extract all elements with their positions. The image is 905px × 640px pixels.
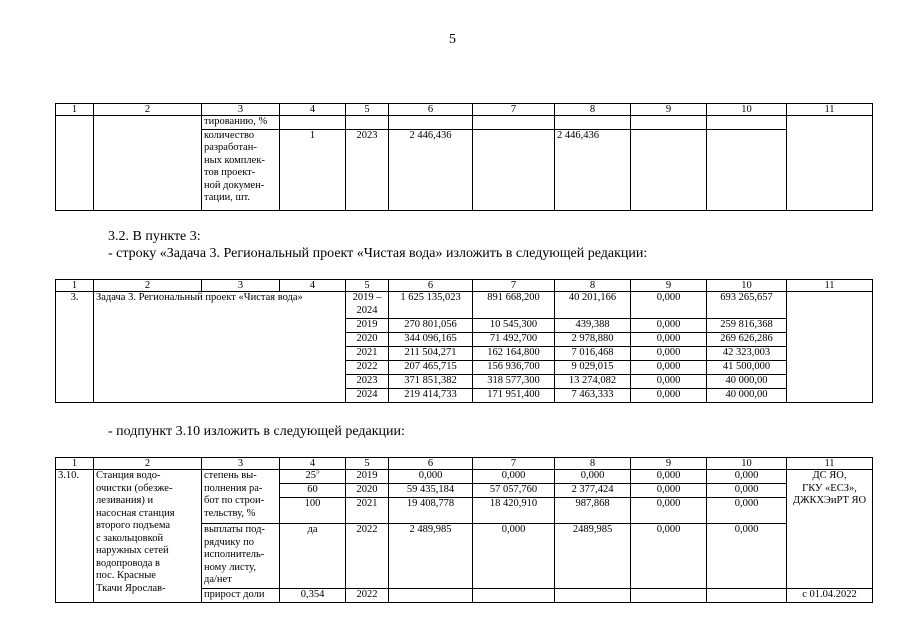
cell: 60 xyxy=(280,484,346,498)
col-header: 7 xyxy=(473,104,555,116)
cell: 100 xyxy=(280,498,346,524)
cell: с 01.04.2022 xyxy=(787,589,873,603)
cell: 0,000 xyxy=(631,319,707,333)
col-header: 3 xyxy=(202,458,280,470)
instruction-text: - строку «Задача 3. Региональный проект «Чистая вода» изложить в следующей редакции: xyxy=(108,246,648,261)
cell: Задача 3. Региональный проект «Чистая вода» xyxy=(94,292,346,403)
col-header: 4 xyxy=(280,104,346,116)
cell: $25^5$ xyxy=(280,470,346,484)
col-header: 3 xyxy=(202,104,280,116)
cell: 0,000 xyxy=(707,484,787,498)
col-header: 7 xyxy=(473,280,555,292)
col-header: 2 xyxy=(94,104,202,116)
cell: 2020 xyxy=(346,484,389,498)
cell: 219 414,733 xyxy=(389,389,473,403)
cell: 2019 xyxy=(346,470,389,484)
cell: 41 500,000 xyxy=(707,361,787,375)
header-row xyxy=(56,104,873,116)
cell: 10 545,300 xyxy=(473,319,555,333)
cell: 0,000 xyxy=(631,361,707,375)
cell: 439,388 xyxy=(555,319,631,333)
table-1 xyxy=(55,103,873,211)
cell: 7 463,333 xyxy=(555,389,631,403)
col-header: 10 xyxy=(707,280,787,292)
cell: 19 408,778 xyxy=(389,498,473,524)
cell: 2021 xyxy=(346,498,389,524)
col-header: 11 xyxy=(787,280,873,292)
col-header: 6 xyxy=(389,458,473,470)
table-row xyxy=(56,470,873,484)
col-header: 5 xyxy=(346,280,389,292)
cell: 2019 xyxy=(346,319,389,333)
cell: 0,000 xyxy=(631,333,707,347)
cell: 344 096,165 xyxy=(389,333,473,347)
col-header: 8 xyxy=(555,280,631,292)
cell: 2022 xyxy=(346,524,389,589)
table-row xyxy=(56,292,873,319)
cell: 2 489,985 xyxy=(389,524,473,589)
cell: 7 016,468 xyxy=(555,347,631,361)
header-row xyxy=(56,458,873,470)
cell: 269 626,286 xyxy=(707,333,787,347)
cell: 0,000 xyxy=(631,484,707,498)
col-header: 6 xyxy=(389,280,473,292)
cell: 0,000 xyxy=(631,375,707,389)
cell: 1 625 135,023 xyxy=(389,292,473,319)
cell: 0,000 xyxy=(707,470,787,484)
cell: 2023 xyxy=(346,129,389,210)
col-header: 9 xyxy=(631,458,707,470)
cell: 0,000 xyxy=(631,498,707,524)
cell: 2 377,424 xyxy=(555,484,631,498)
col-header: 10 xyxy=(707,458,787,470)
cell: 9 029,015 xyxy=(555,361,631,375)
cell: 2 446,436 xyxy=(555,129,631,210)
page-number: 5 xyxy=(449,32,456,47)
cell: 18 420,910 xyxy=(473,498,555,524)
cell: Станция водо- очистки (обезже- лезивания) и насосная станция второго подъема с закольцовкой наружных сетей водопровода в пос. Красные Ткачи Ярослав- xyxy=(94,470,202,603)
col-header: 3 xyxy=(202,280,280,292)
cell: 0,000 xyxy=(389,470,473,484)
col-header: 2 xyxy=(94,458,202,470)
cell: 371 851,382 xyxy=(389,375,473,389)
col-header: 5 xyxy=(346,104,389,116)
col-header: 8 xyxy=(555,458,631,470)
col-header: 5 xyxy=(346,458,389,470)
cell: 71 492,700 xyxy=(473,333,555,347)
cell: 0,000 xyxy=(631,292,707,319)
table-3 xyxy=(55,457,873,603)
cell: 171 951,400 xyxy=(473,389,555,403)
cell: 156 936,700 xyxy=(473,361,555,375)
cell: 0,000 xyxy=(631,524,707,589)
cell: 891 668,200 xyxy=(473,292,555,319)
cell: 2022 xyxy=(346,361,389,375)
cell: 318 577,300 xyxy=(473,375,555,389)
cell: тированию, % xyxy=(202,116,280,130)
cell: 259 816,368 xyxy=(707,319,787,333)
cell: 270 801,056 xyxy=(389,319,473,333)
cell: 0,000 xyxy=(555,470,631,484)
col-header: 1 xyxy=(56,458,94,470)
cell: 0,000 xyxy=(631,389,707,403)
col-header: 4 xyxy=(280,280,346,292)
cell: 3.10. xyxy=(56,470,94,603)
cell: 2 446,436 xyxy=(389,129,473,210)
header-row xyxy=(56,280,873,292)
cell: 0,000 xyxy=(473,524,555,589)
cell: 0,000 xyxy=(631,470,707,484)
cell: 59 435,184 xyxy=(389,484,473,498)
cell: 0,000 xyxy=(707,524,787,589)
cell: 40 201,166 xyxy=(555,292,631,319)
cell: 1 xyxy=(280,129,346,210)
cell: 0,000 xyxy=(631,347,707,361)
cell: 2020 xyxy=(346,333,389,347)
col-header: 9 xyxy=(631,280,707,292)
cell: 0,000 xyxy=(473,470,555,484)
section-heading: 3.2. В пункте 3: xyxy=(108,229,201,244)
col-header: 11 xyxy=(787,104,873,116)
cell: 693 265,657 xyxy=(707,292,787,319)
col-header: 8 xyxy=(555,104,631,116)
cell: 3. xyxy=(56,292,94,403)
cell: 42 323,003 xyxy=(707,347,787,361)
cell: степень вы- полнения ра- бот по строи- тельству, % xyxy=(202,470,280,524)
cell: прирост доли xyxy=(202,589,280,603)
col-header: 7 xyxy=(473,458,555,470)
cell: 40 000,00 xyxy=(707,389,787,403)
cell: 2024 xyxy=(346,389,389,403)
col-header: 1 xyxy=(56,104,94,116)
cell: ДС ЯО, ГКУ «ЕСЗ», ДЖКХЭиРТ ЯО xyxy=(787,470,873,589)
cell: 57 057,760 xyxy=(473,484,555,498)
cell: 207 465,715 xyxy=(389,361,473,375)
table-row xyxy=(56,116,873,130)
cell: выплаты под- рядчику по исполнитель- ному листу, да/нет xyxy=(202,524,280,589)
cell: 211 504,271 xyxy=(389,347,473,361)
col-header: 10 xyxy=(707,104,787,116)
col-header: 4 xyxy=(280,458,346,470)
cell: количество разработан- ных комплек- тов проект- ной докумен- тации, шт. xyxy=(202,129,280,210)
cell: 2023 xyxy=(346,375,389,389)
cell: 0,354 xyxy=(280,589,346,603)
cell: 2489,985 xyxy=(555,524,631,589)
cell: 2 978,880 xyxy=(555,333,631,347)
cell: 2021 xyxy=(346,347,389,361)
col-header: 2 xyxy=(94,280,202,292)
cell: 162 164,800 xyxy=(473,347,555,361)
col-header: 11 xyxy=(787,458,873,470)
table-2 xyxy=(55,279,873,403)
cell: 0,000 xyxy=(707,498,787,524)
col-header: 9 xyxy=(631,104,707,116)
cell: 2019 – 2024 xyxy=(346,292,389,319)
col-header: 6 xyxy=(389,104,473,116)
instruction-text: - подпункт 3.10 изложить в следующей редакции: xyxy=(108,424,405,439)
cell: 40 000,00 xyxy=(707,375,787,389)
cell: 13 274,082 xyxy=(555,375,631,389)
col-header: 1 xyxy=(56,280,94,292)
cell: 987,868 xyxy=(555,498,631,524)
cell: да xyxy=(280,524,346,589)
cell: 2022 xyxy=(346,589,389,603)
